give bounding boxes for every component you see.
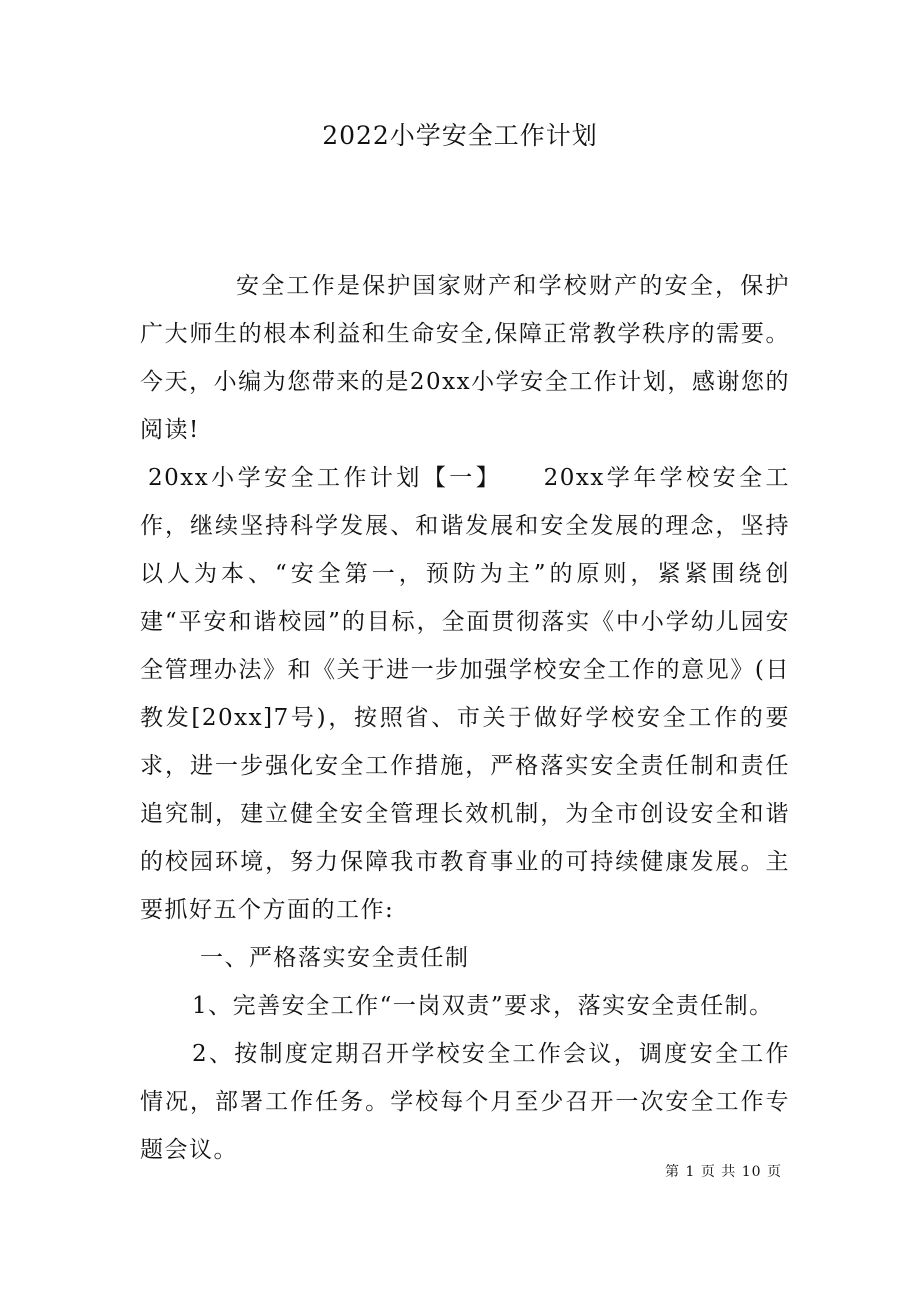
intro-paragraph: 安全工作是保护国家财产和学校财产的安全，保护广大师生的根本利益和生命安全,保障正常教学秩序的需要。今天，小编为您带来的是20xx小学安全工作计划，感谢您的阅读! (140, 273, 790, 443)
page-number-footer: 第 1 页 共 10 页 (665, 1164, 782, 1180)
document-body (140, 262, 790, 1174)
item-paragraph-1: 1、完善安全工作“一岗双责”要求，落实安全责任制。 (192, 993, 774, 1019)
document-title: 2022小学安全工作计划 (322, 121, 598, 150)
item-paragraph-2: 2、按制度定期召开学校安全工作会议，调度安全工作情况，部署工作任务。学校每个月至少召开一次安全工作专题会议。 (140, 1041, 790, 1163)
section-heading: 一、严格落实安全责任制 (200, 945, 470, 971)
plan-one-paragraph: 20xx小学安全工作计划【一】 20xx学年学校安全工作，继续坚持科学发展、和谐发展和安全发展的理念，坚持以人为本、“安全第一，预防为主”的原则，紧紧围绕创建“平安和谐校园”的目标，全面贯彻落实《中小学幼儿园安全管理办法》和《关于进一步加强学校安全工作的意见》(日教发[20xx]7号)，按照省、市关于做好学校安全工作的要求，进一步强化安全工作措施，严格落实安全责任制和责任追究制，建立健全安全管理长效机制，为全市创设安全和谐的校园环境，努力保障我市教育事业的可持续健康发展。主要抓好五个方面的工作: (140, 465, 790, 923)
